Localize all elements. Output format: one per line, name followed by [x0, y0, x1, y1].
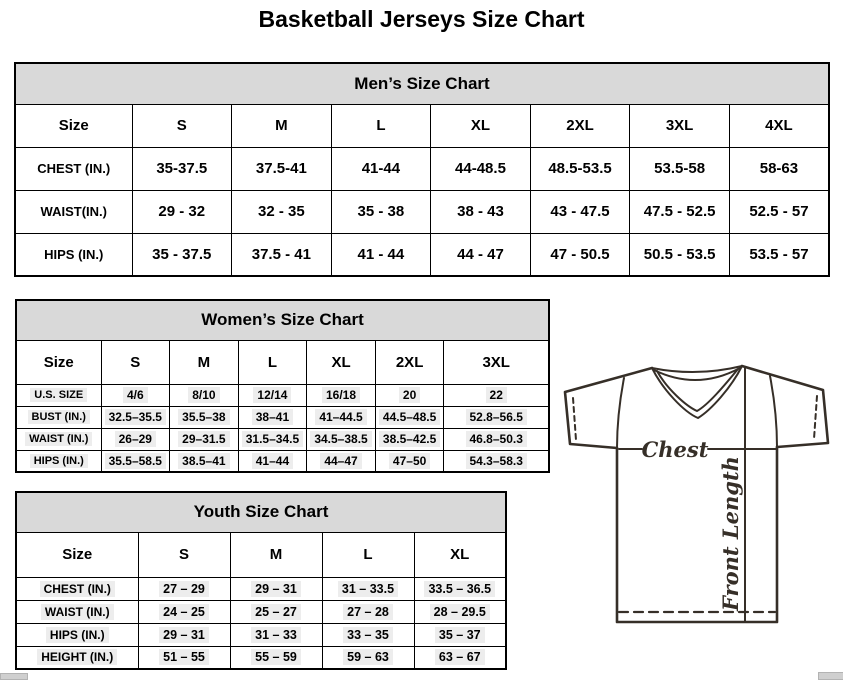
size-value-cell [414, 600, 506, 623]
size-value-cell [307, 428, 376, 450]
size-value: 53.5-58 [654, 160, 706, 177]
size-value: 44–47 [320, 453, 361, 469]
table-row [16, 406, 549, 428]
size-value-cell [101, 406, 170, 428]
size-value: 26–29 [115, 431, 156, 447]
size-value-cell [414, 623, 506, 646]
size-value: 46.8–50.3 [466, 431, 527, 447]
size-value: 22 [486, 387, 507, 403]
size-value: 32 - 35 [257, 203, 305, 220]
size-value: 31.5–34.5 [242, 431, 303, 447]
row-label [15, 147, 132, 190]
size-value-cell [322, 600, 414, 623]
size-value-cell [630, 190, 730, 233]
front-length-measure-label: Front Length [718, 456, 743, 611]
size-value: 37.5 - 41 [251, 245, 311, 263]
size-value: 25 – 27 [251, 604, 301, 620]
size-value: 28 – 29.5 [430, 604, 490, 620]
size-value: 16/18 [322, 387, 360, 403]
mens-table-title: Men’s Size Chart [15, 63, 829, 104]
size-value-cell [238, 406, 307, 428]
row-label-text: U.S. SIZE [30, 388, 87, 402]
size-value: 37.5-41 [255, 160, 307, 177]
table-row [16, 450, 549, 472]
table-row [16, 623, 506, 646]
page-title: Basketball Jerseys Size Chart [258, 6, 585, 32]
size-value: 32.5–35.5 [105, 409, 166, 425]
column-header: L [331, 104, 431, 147]
row-label [16, 646, 138, 669]
table-row [16, 646, 506, 669]
size-value: 44 - 47 [457, 245, 504, 263]
column-header: 2XL [530, 104, 630, 147]
row-label [16, 384, 101, 406]
row-label-text: BUST (IN.) [28, 410, 90, 424]
youth-size-table [15, 491, 507, 670]
size-value: 48.5-53.5 [548, 160, 612, 177]
size-value-cell [101, 450, 170, 472]
size-value: 41–44 [252, 453, 293, 469]
size-value: 63 – 67 [435, 649, 485, 665]
size-value: 31 – 33.5 [338, 581, 398, 597]
size-value: 12/14 [253, 387, 291, 403]
jersey-measurement-diagram [558, 360, 843, 632]
size-value: 34.5–38.5 [310, 431, 371, 447]
column-header: XL [307, 340, 376, 384]
size-value-cell [431, 190, 531, 233]
size-value-cell [331, 147, 431, 190]
size-value: 59 – 63 [343, 649, 393, 665]
row-label [16, 600, 138, 623]
column-header: M [170, 340, 239, 384]
size-value: 33.5 – 36.5 [424, 581, 495, 597]
size-value: 20 [399, 387, 420, 403]
size-value: 4/6 [123, 387, 148, 403]
size-value-cell [729, 147, 829, 190]
size-value: 51 – 55 [159, 649, 209, 665]
size-value: 53.5 - 57 [749, 245, 809, 263]
size-value-cell [101, 384, 170, 406]
size-value-cell [375, 450, 444, 472]
column-header: 4XL [729, 104, 829, 147]
size-value-cell [530, 190, 630, 233]
row-label [16, 450, 101, 472]
column-header: L [238, 340, 307, 384]
column-header: L [322, 532, 414, 577]
size-value-cell [138, 623, 230, 646]
mens-size-table [14, 62, 830, 277]
size-value-cell [307, 450, 376, 472]
size-value-cell [729, 190, 829, 233]
row-label-text: HEIGHT (IN.) [37, 649, 117, 665]
size-column-header: Size [16, 532, 138, 577]
size-value-cell [230, 646, 322, 669]
size-value: 41–44.5 [315, 409, 366, 425]
size-value-cell [307, 384, 376, 406]
size-value-cell [230, 577, 322, 600]
jersey-right-armhole-seam [770, 376, 777, 447]
size-value-cell [132, 190, 232, 233]
size-value-cell [322, 623, 414, 646]
row-label [15, 233, 132, 276]
size-value: 29–31.5 [178, 431, 229, 447]
size-value: 31 – 33 [251, 627, 301, 643]
size-value-cell [138, 577, 230, 600]
size-value-cell [375, 406, 444, 428]
size-value-cell [375, 428, 444, 450]
womens-size-table [15, 299, 550, 473]
size-value-cell [444, 450, 549, 472]
size-value: 27 – 29 [159, 581, 209, 597]
size-value: 29 - 32 [158, 203, 206, 220]
column-header: S [138, 532, 230, 577]
row-label [16, 406, 101, 428]
size-value-cell [375, 384, 444, 406]
size-value: 43 - 47.5 [550, 203, 610, 220]
row-label [16, 623, 138, 646]
row-label [15, 190, 132, 233]
collar-top-arc [652, 366, 742, 372]
size-value: 52.8–56.5 [466, 409, 527, 425]
size-value: 38 - 43 [457, 203, 504, 220]
size-value: 35-37.5 [156, 160, 208, 177]
column-header: 3XL [444, 340, 549, 384]
size-value: 24 – 25 [159, 604, 209, 620]
size-value-cell [630, 147, 730, 190]
size-column-header: Size [15, 104, 132, 147]
size-value: 35 – 37 [435, 627, 485, 643]
size-value-cell [444, 384, 549, 406]
row-label [16, 428, 101, 450]
size-value-cell [630, 233, 730, 276]
size-value: 44-48.5 [455, 160, 506, 177]
column-header: XL [414, 532, 506, 577]
size-value-cell [238, 384, 307, 406]
youth-table-title: Youth Size Chart [16, 492, 506, 532]
row-label-text: CHEST (IN.) [40, 581, 115, 597]
size-value-cell [101, 428, 170, 450]
size-value: 29 – 31 [159, 627, 209, 643]
size-value-cell [530, 233, 630, 276]
size-value-cell [322, 577, 414, 600]
table-row [16, 600, 506, 623]
size-value-cell [444, 428, 549, 450]
row-label-text: HIPS (IN.) [44, 246, 104, 262]
right-cuff-stitch [814, 396, 817, 439]
size-value: 8/10 [188, 387, 219, 403]
size-value-cell [170, 384, 239, 406]
row-label-text: WAIST(IN.) [40, 204, 107, 219]
size-value-cell [232, 190, 332, 233]
size-value: 41 - 44 [357, 245, 405, 263]
size-value: 35.5–38 [178, 409, 229, 425]
column-header: 3XL [630, 104, 730, 147]
size-value: 35 - 37.5 [152, 245, 212, 263]
table-row [16, 428, 549, 450]
table-row [16, 577, 506, 600]
size-value: 35.5–58.5 [105, 453, 166, 469]
size-value: 35 - 38 [357, 203, 405, 220]
size-value-cell [307, 406, 376, 428]
column-header: M [230, 532, 322, 577]
size-value: 41-44 [361, 160, 401, 177]
chest-measure-label: Chest [641, 437, 709, 462]
size-value-cell [232, 147, 332, 190]
column-header: M [232, 104, 332, 147]
size-value-cell [170, 450, 239, 472]
table-row [15, 190, 829, 233]
size-value-cell [729, 233, 829, 276]
table-row [15, 147, 829, 190]
size-value: 47–50 [389, 453, 430, 469]
size-value: 29 – 31 [251, 581, 301, 597]
row-label-text: CHEST (IN.) [37, 161, 111, 176]
size-value: 54.3–58.3 [466, 453, 527, 469]
size-value: 47 - 50.5 [550, 245, 610, 263]
row-label [16, 577, 138, 600]
size-value-cell [132, 233, 232, 276]
size-value: 38–41 [252, 409, 293, 425]
size-value-cell [431, 147, 531, 190]
size-value-cell [170, 428, 239, 450]
size-value-cell [331, 190, 431, 233]
row-label-text: WAIST (IN.) [25, 432, 92, 446]
size-value-cell [414, 577, 506, 600]
size-value: 50.5 - 53.5 [643, 245, 716, 263]
table-row [15, 233, 829, 276]
size-value-cell [238, 450, 307, 472]
row-label-text: WAIST (IN.) [41, 604, 114, 620]
size-value: 58-63 [759, 160, 799, 177]
size-value-cell [232, 233, 332, 276]
size-value: 27 – 28 [343, 604, 393, 620]
size-value-cell [132, 147, 232, 190]
size-value: 38.5–42.5 [379, 431, 440, 447]
row-label-text: HIPS (IN.) [46, 627, 109, 643]
jersey-body [617, 447, 777, 622]
column-header: XL [431, 104, 531, 147]
size-value: 33 – 35 [343, 627, 393, 643]
column-header: S [132, 104, 232, 147]
size-value-cell [138, 646, 230, 669]
jersey-left-armhole-seam [617, 378, 624, 448]
size-value-cell [230, 600, 322, 623]
size-column-header: Size [16, 340, 101, 384]
size-value-cell [444, 406, 549, 428]
left-cuff-stitch [573, 398, 576, 440]
size-value-cell [331, 233, 431, 276]
size-value: 47.5 - 52.5 [643, 203, 716, 220]
size-value-cell [230, 623, 322, 646]
size-value-cell [322, 646, 414, 669]
size-value: 52.5 - 57 [749, 203, 809, 220]
column-header: S [101, 340, 170, 384]
size-value: 44.5–48.5 [379, 409, 440, 425]
column-header: 2XL [375, 340, 444, 384]
table-row [16, 384, 549, 406]
size-value-cell [414, 646, 506, 669]
womens-table-title: Women’s Size Chart [16, 300, 549, 340]
size-value: 38.5–41 [178, 453, 229, 469]
size-value: 55 – 59 [251, 649, 301, 665]
row-label-text: HIPS (IN.) [30, 454, 88, 468]
size-value-cell [431, 233, 531, 276]
size-value-cell [238, 428, 307, 450]
jersey-left-sleeve [565, 368, 652, 448]
size-value-cell [530, 147, 630, 190]
size-value-cell [170, 406, 239, 428]
size-value-cell [138, 600, 230, 623]
